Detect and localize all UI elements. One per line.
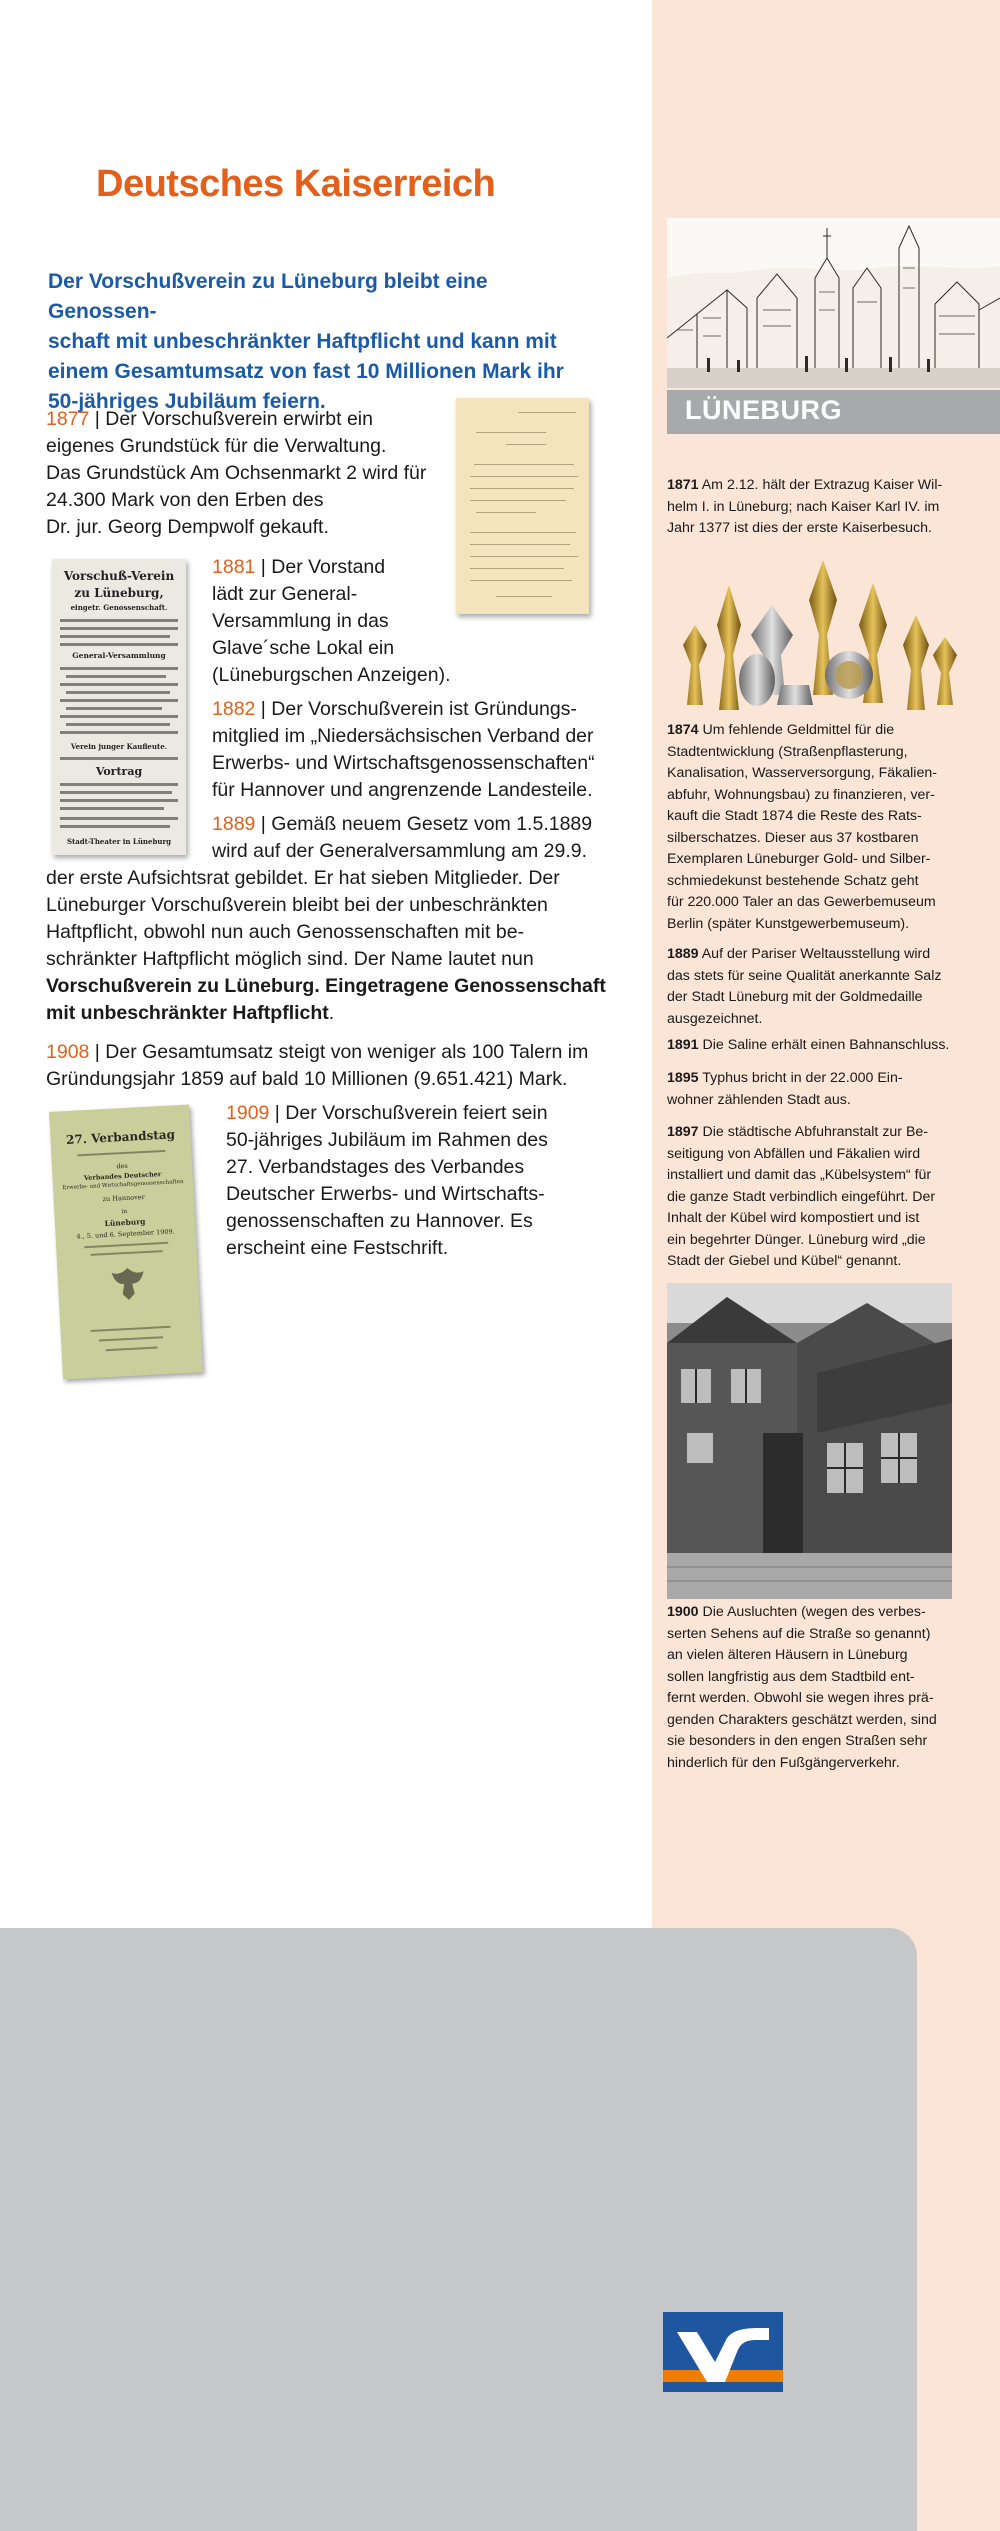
silver-treasure-image — [667, 545, 967, 720]
entry-line: lädt zur General- — [212, 583, 358, 605]
entry-line: Versammlung in das — [212, 610, 389, 632]
booklet-line: Verbandes Deutscher — [83, 1170, 162, 1183]
year-label: 1889 — [212, 813, 256, 835]
entry-text: | Der Vorstand — [255, 556, 386, 578]
page-title: Deutsches Kaiserreich — [96, 163, 496, 205]
town-sketch-image — [667, 218, 1000, 388]
sidebar-line: helm I. in Lüneburg; nach Kaiser Karl IV. im — [667, 498, 940, 515]
year-label: 1877 — [46, 408, 90, 430]
clipping-line: zu Lüneburg, — [74, 586, 164, 600]
sidebar-line: für 220.000 Taler an das Gewerbemuseum — [667, 894, 936, 910]
sidebar-entry-1874 — [667, 720, 952, 935]
sidebar-entry-1871 — [667, 475, 952, 540]
entry-line: eigenes Grundstück für die Verwaltung. — [46, 435, 387, 457]
sidebar-line: genden Charakters geschätzt werden, sind — [667, 1711, 937, 1728]
sidebar-line: hinderlich für den Fußgängerverkehr. — [667, 1754, 900, 1771]
sidebar-text: Die Saline erhält einen Bahnanschluss. — [698, 1037, 950, 1053]
entry-line — [212, 554, 451, 581]
booklet-line: 4., 5. und 6. September 1909. — [76, 1227, 175, 1241]
entry-line — [226, 1100, 548, 1127]
sidebar-line: Kanalisation, Wasserversorgung, Fäkalien- — [667, 765, 937, 781]
sidebar-line — [667, 1122, 952, 1144]
entry-line: Gründungsjahr 1859 auf bald 10 Millionen (9.651.421) Mark. — [46, 1068, 568, 1090]
entry-1909 — [226, 1100, 548, 1262]
sidebar-line: ausgezeichnet. — [667, 1010, 763, 1027]
entry-line: wird auf der Generalversammlung am 29.9. — [212, 840, 588, 862]
sidebar-entry-1897 — [667, 1122, 952, 1273]
booklet-line: des — [116, 1161, 128, 1171]
clipping-line: eingetr. Genossenschaft. — [70, 603, 168, 612]
section-heading: LÜNEBURG — [685, 395, 842, 425]
entry-text: . — [328, 1002, 335, 1024]
entry-line: 50-jähriges Jubiläum im Rahmen des — [226, 1129, 548, 1151]
entry-line: (Lüneburgschen Anzeigen). — [212, 664, 451, 686]
entry-line: schränkter Haftpflicht möglich sind. Der Name lautet nun — [46, 948, 534, 970]
sidebar-line: wohner zählenden Stadt aus. — [667, 1091, 851, 1108]
sidebar-line: Berlin (später Kunstgewerbemuseum). — [667, 915, 910, 932]
sidebar-line: der Stadt Lüneburg mit der Goldmedaille — [667, 989, 923, 1005]
entry-line: der erste Aufsichtsrat gebildet. Er hat sieben Mitglieder. Der — [46, 867, 560, 889]
lead-line: einem Gesamtumsatz von fast 10 Millionen Mark ihr — [48, 360, 564, 383]
sidebar-line: an vielen älteren Häusern in Lüneburg — [667, 1647, 908, 1663]
entry-text: | Der Vorschußverein feiert sein — [269, 1102, 548, 1124]
sidebar-line: die ganze Stadt verbindlich eingeführt. Der — [667, 1188, 936, 1205]
clipping-line: Verein junger Kaufleute. — [70, 742, 168, 751]
bold-name: Vorschußverein zu Lüneburg. Eingetragene Genossenschaft — [46, 975, 606, 997]
volksbank-logo-icon — [663, 2312, 783, 2392]
handwritten-letter-image — [456, 398, 589, 614]
entry-text: | Der Vorschußverein ist Gründungs- — [255, 698, 577, 720]
sidebar-text: Typhus bricht in der 22.000 Ein- — [698, 1070, 903, 1086]
entry-line: mitglied im „Niedersächsischen Verband der — [212, 725, 594, 747]
sidebar-year: 1874 — [667, 722, 699, 738]
sidebar-line: das stets für seine Qualität anerkannte Salz — [667, 967, 942, 984]
historic-houses-photo — [667, 1283, 952, 1599]
entry-line — [46, 406, 426, 433]
year-label: 1882 — [212, 698, 256, 720]
sidebar-line: ein begehrter Dünger. Lüneburg wird „die — [667, 1231, 926, 1248]
entry-text: | Der Vorschußverein erwirbt ein — [89, 408, 373, 430]
sidebar-line — [667, 1035, 952, 1057]
booklet-line: zu Hannover — [102, 1192, 145, 1204]
booklet-line: Lüneburg — [104, 1216, 146, 1229]
sidebar-entry-1900 — [667, 1602, 952, 1774]
entry-line: Deutscher Erwerbs- und Wirtschafts- — [226, 1183, 545, 1205]
lead-line: Der Vorschußverein zu Lüneburg bleibt eine Genossen- — [48, 270, 488, 323]
bold-name: mit unbeschränkter Haftpflicht — [46, 1002, 329, 1024]
sidebar-line: fernt werden. Obwohl sie wegen ihres prä- — [667, 1690, 934, 1706]
entry-line: Dr. jur. Georg Dempwolf gekauft. — [46, 516, 329, 538]
newspaper-clipping-image — [52, 559, 186, 855]
sidebar-line — [667, 720, 952, 742]
clipping-line: Vortrag — [95, 765, 143, 778]
entry-line: 27. Verbandstages des Verbandes — [226, 1156, 525, 1178]
entry-1889-top — [212, 811, 592, 865]
booklet-title: 27. Verbandstag — [65, 1127, 176, 1147]
sidebar-year: 1895 — [667, 1070, 699, 1086]
entry-line: erscheint eine Festschrift. — [226, 1237, 449, 1259]
year-label: 1908 — [46, 1041, 90, 1063]
entry-line-bold — [46, 973, 606, 1000]
sidebar-line: seitigung von Abfällen und Fäkalien wird — [667, 1145, 921, 1162]
entry-line: genossenschaften zu Hannover. Es — [226, 1210, 533, 1232]
entry-line: Das Grundstück Am Ochsenmarkt 2 wird für — [46, 462, 427, 484]
entry-line: Haftpflicht, obwohl nun auch Genossenschaften mit be- — [46, 921, 525, 943]
entry-1889-rest — [46, 865, 606, 1027]
lead-line: 50-jähriges Jubiläum feiern. — [48, 390, 326, 413]
sidebar-line: sie besonders in den engen Straßen sehr — [667, 1733, 928, 1749]
sidebar-year: 1871 — [667, 477, 699, 493]
sidebar-entry-1889 — [667, 944, 952, 1030]
sidebar-line: serten Sehens auf die Straße so genannt) — [667, 1625, 931, 1642]
sidebar-line: Stadt der Giebel und Kübel“ genannt. — [667, 1253, 902, 1269]
entry-text: | Gemäß neuem Gesetz vom 1.5.1889 — [255, 813, 593, 835]
lead-paragraph — [48, 267, 593, 417]
sidebar-text: Die Ausluchten (wegen des verbes- — [698, 1604, 926, 1620]
lead-line: schaft mit unbeschränkter Haftpflicht und kann mit — [48, 330, 557, 353]
sidebar-line: schmiedekunst bestehende Schatz geht — [667, 872, 919, 889]
entry-1882 — [212, 696, 595, 804]
sidebar-line: Inhalt der Kübel wird kompostiert und ist — [667, 1210, 920, 1226]
booklet-line: in — [121, 1207, 128, 1216]
entry-line: Lüneburger Vorschußverein bleibt bei der unbeschränkten — [46, 894, 548, 916]
clipping-line: Stadt-Theater in Lüneburg — [66, 837, 172, 846]
entry-line — [46, 1039, 588, 1066]
sidebar-line: abfuhr, Wohnungsbau) zu finanzieren, ver- — [667, 786, 935, 803]
entry-line: Erwerbs- und Wirtschaftsgenossenschaften“ — [212, 752, 595, 774]
sidebar-text: Auf der Pariser Weltausstellung wird — [698, 946, 931, 962]
sidebar-line — [667, 1068, 952, 1090]
entry-text: | Der Gesamtumsatz steigt von weniger als 100 Talern im — [89, 1041, 589, 1063]
entry-line: Glave´sche Lokal ein — [212, 637, 395, 659]
sidebar-text: Um fehlende Geldmittel für die — [698, 722, 895, 738]
eagle-emblem-icon — [109, 1263, 147, 1305]
sidebar-entry-1891 — [667, 1035, 952, 1057]
entry-1908 — [46, 1039, 588, 1093]
entry-line — [212, 811, 592, 838]
booklet-line: Erwerbs- und Wirtschaftsgenossenschaften — [62, 1178, 184, 1192]
entry-line: 24.300 Mark von den Erben des — [46, 489, 324, 511]
sidebar-line — [667, 475, 952, 497]
sidebar-line: silberschatzes. Dieser aus 37 kostbaren — [667, 829, 919, 846]
sidebar-line — [667, 944, 952, 966]
entry-1881 — [212, 554, 451, 689]
sidebar-line: Stadtentwicklung (Straßenpflasterung, — [667, 743, 908, 760]
clipping-line: General-Versammlung — [72, 651, 166, 660]
year-label: 1909 — [226, 1102, 270, 1124]
sidebar-line: sollen langfristig aus dem Stadtbild ent- — [667, 1668, 915, 1685]
festschrift-booklet-image — [49, 1105, 203, 1380]
footer-panel — [0, 1928, 917, 2531]
sidebar-year: 1900 — [667, 1604, 699, 1620]
sidebar-year: 1891 — [667, 1037, 699, 1053]
sidebar-year: 1897 — [667, 1124, 699, 1140]
sidebar-year: 1889 — [667, 946, 699, 962]
sidebar-line: Jahr 1377 ist dies der erste Kaiserbesuch. — [667, 520, 932, 536]
sidebar-line: installiert und damit das „Kübelsystem“ für — [667, 1167, 932, 1183]
year-label: 1881 — [212, 556, 256, 578]
sidebar-text: Die städtische Abfuhranstalt zur Be- — [698, 1124, 929, 1140]
clipping-line: Vorschuß-Verein — [63, 569, 175, 583]
entry-1877 — [46, 406, 426, 541]
entry-line: für Hannover und angrenzende Landesteile. — [212, 779, 593, 801]
entry-line-bold — [46, 1000, 606, 1027]
sidebar-line — [667, 1602, 952, 1624]
sidebar-line: Exemplaren Lüneburger Gold- und Silber- — [667, 851, 931, 867]
sidebar-text: Am 2.12. hält der Extrazug Kaiser Wil- — [698, 477, 943, 493]
sidebar-entry-1895 — [667, 1068, 952, 1111]
entry-line — [212, 696, 595, 723]
sidebar-line: kauft die Stadt 1874 die Reste des Rats- — [667, 808, 922, 824]
